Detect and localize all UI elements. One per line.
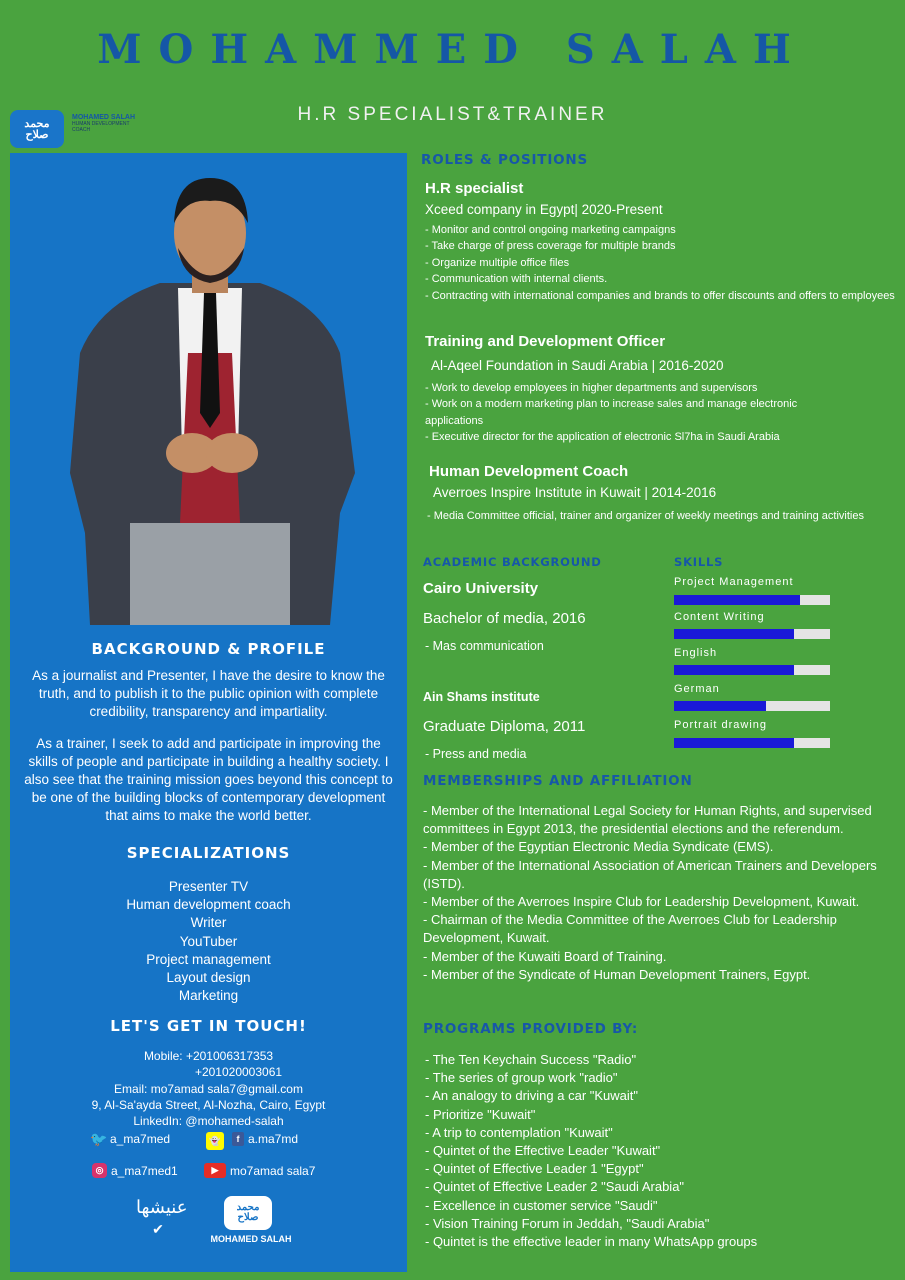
job-company: Al-Aqeel Foundation in Saudi Arabia | 2016-2020 (431, 358, 724, 373)
skill-label: German (674, 683, 720, 695)
social-twitter[interactable]: 🐦 a_ma7med (90, 1131, 171, 1147)
skill-bar (674, 665, 830, 675)
list-item: - Quintet of Effective Leader 2 "Saudi Arabia" (425, 1179, 685, 1195)
list-item: - Work on a modern marketing plan to increase sales and manage electronic applications (425, 398, 798, 427)
programs-heading: PROGRAMS PROVIDED BY: (423, 1021, 639, 1037)
instagram-icon: ◎ (92, 1163, 107, 1178)
skill-bar-fill (674, 701, 766, 711)
skill-bar (674, 738, 830, 748)
list-item: - Media Committee official, trainer and organizer of weekly meetings and training activities (427, 510, 864, 522)
list-item: - Member of the Kuwaiti Board of Training. (423, 948, 667, 964)
list-item: - Communication with internal clients. (425, 273, 608, 286)
roles-heading: ROLES & POSITIONS (421, 152, 589, 168)
list-item: - Member of the Egyptian Electronic Media Syndicate (EMS). (423, 839, 774, 855)
skill-label: English (674, 647, 718, 659)
resume-name: MOHAMMED SALAH (97, 26, 808, 73)
list-item: YouTuber (179, 933, 238, 949)
list-item: Human development coach (126, 897, 291, 913)
list-item: - A trip to contemplation "Kuwait" (425, 1124, 613, 1140)
list-item: - Organize multiple office files (425, 256, 570, 269)
background-paragraph-1: As a journalist and Presenter, I have the desire to know the truth, and to publish it to the public opinion with complete credibility, transparency and impartiality. (32, 668, 385, 719)
skill-bar (674, 701, 830, 711)
specializations-list (10, 878, 407, 1005)
job-title: Human Development Coach (429, 463, 629, 480)
list-item: Presenter TV (168, 879, 249, 894)
job-company: Averroes Inspire Institute in Kuwait | 2014-2016 (433, 485, 717, 500)
skill-bar-fill (674, 665, 794, 675)
social-youtube[interactable]: ▶ mo7amad sala7 (204, 1163, 315, 1178)
degree: Graduate Diploma, 2011 (423, 718, 586, 735)
memberships-heading: MEMBERSHIPS AND AFFILIATION (423, 773, 693, 789)
job-bullets (427, 508, 867, 524)
list-item: - Excellence in customer service "Saudi" (425, 1197, 658, 1213)
list-item: - Contracting with international companies and brands to offer discounts and offers to employees (425, 289, 895, 302)
social-facebook[interactable]: f a.ma7md (232, 1132, 298, 1146)
facebook-icon: f (232, 1132, 244, 1146)
social-instagram[interactable]: ◎ a_ma7med1 (92, 1163, 178, 1178)
list-item: - Member of the Averroes Inspire Club for Leadership Development, Kuwait. (423, 894, 860, 910)
skill-label: Content Writing (674, 611, 765, 623)
arabic-logo: عنيشها ✔ (136, 1196, 180, 1244)
list-item: - Monitor and control ongoing marketing campaigns (425, 224, 676, 236)
job-company: Xceed company in Egypt| 2020-Present (425, 202, 663, 217)
brand-logo-mark: محمد صلاح (10, 110, 64, 148)
list-item: - Quintet is the effective leader in many WhatsApp groups (425, 1234, 758, 1250)
left-panel (10, 153, 407, 1272)
contact-mobile-2[interactable]: +201020003061 (194, 1065, 283, 1079)
degree-note: - Mas communication (425, 639, 544, 653)
skill-label: Project Management (674, 576, 794, 588)
programs-list (425, 1051, 895, 1251)
contact-linkedin[interactable]: LinkedIn: @mohamed-salah (133, 1114, 284, 1128)
list-item: - Work to develop employees in higher departments and supervisors (425, 382, 758, 394)
university-name: Ain Shams institute (423, 690, 540, 704)
job-title: Training and Development Officer (425, 333, 666, 350)
skill-label: Portrait drawing (674, 719, 768, 731)
university-name: Cairo University (423, 580, 539, 597)
youtube-icon: ▶ (204, 1163, 226, 1178)
footer-logo-mark: محمد صلاح (224, 1196, 272, 1230)
list-item: - The series of group work "radio" (425, 1070, 618, 1086)
contact-address: 9, Al-Sa'ayda Street, Al-Nozha, Cairo, Egypt (91, 1098, 326, 1112)
list-item: - The Ten Keychain Success "Radio" (425, 1052, 637, 1067)
brand-logo (10, 110, 160, 150)
list-item: - Executive director for the application of electronic Sl7ha in Saudi Arabia (425, 431, 780, 444)
list-item: Marketing (178, 988, 239, 1004)
background-heading: BACKGROUND & PROFILE (91, 640, 326, 658)
list-item: - Take charge of press coverage for multiple brands (425, 240, 676, 253)
list-item: Project management (146, 951, 271, 967)
skill-bar-fill (674, 629, 794, 639)
resume-subtitle: H.R SPECIALIST&TRAINER (297, 104, 608, 125)
job-bullets (425, 380, 855, 446)
list-item: - Prioritize "Kuwait" (425, 1106, 536, 1122)
degree-note: - Press and media (425, 747, 527, 761)
brand-logo-text: MOHAMED SALAH HUMAN DEVELOPMENT COACH (72, 114, 135, 133)
contact-email[interactable]: Email: mo7amad sala7@gmail.com (114, 1082, 303, 1096)
list-item: Layout design (166, 970, 251, 986)
academic-heading: ACADEMIC BACKGROUND (423, 555, 602, 569)
list-item: - Quintet of Effective Leader 1 "Egypt" (425, 1161, 644, 1177)
degree: Bachelor of media, 2016 (423, 610, 586, 627)
person-portrait-icon (10, 153, 407, 625)
list-item: - An analogy to driving a car "Kuwait" (425, 1088, 639, 1104)
contact-heading: LET'S GET IN TOUCH! (110, 1017, 307, 1035)
skills-heading: SKILLS (674, 555, 724, 569)
snapchat-link[interactable] (206, 1132, 224, 1150)
job-title: H.R specialist (425, 180, 524, 197)
twitter-icon: 🐦 (90, 1131, 108, 1147)
list-item: - Vision Training Forum in Jeddah, "Saudi Arabia" (425, 1215, 710, 1231)
memberships-list (423, 802, 893, 984)
skill-bar-fill (674, 595, 800, 605)
check-icon: ✔ (152, 1221, 164, 1237)
list-item: - Member of the International Legal Society for Human Rights, and supervised committees in Egypt 2013, the presidential elections and the referendum. (423, 803, 872, 837)
list-item: - Member of the International Association of American Trainers and Developers (ISTD). (423, 857, 877, 891)
skill-bar (674, 595, 830, 605)
specializations-heading: SPECIALIZATIONS (126, 844, 291, 862)
list-item: - Quintet of the Effective Leader "Kuwait" (425, 1143, 661, 1159)
profile-photo (10, 153, 407, 625)
list-item: Writer (190, 915, 227, 931)
snapchat-icon: 👻 (206, 1132, 224, 1150)
skill-bar (674, 629, 830, 639)
list-item: - Member of the Syndicate of Human Development Trainers, Egypt. (423, 966, 811, 982)
footer-brand-logo (206, 1196, 296, 1246)
skill-bar-fill (674, 738, 794, 748)
background-paragraph-2: As a trainer, I seek to add and participate in improving the skills of people and participate in building a healthy society. I also see that the training mission goes beyond this concept to be one of the building blocks of contemporary development that aims to make the world better. (24, 736, 393, 823)
contact-mobile[interactable]: Mobile: +201006317353 (143, 1049, 274, 1063)
list-item: - Chairman of the Media Committee of the Averroes Club for Leadership Development, Kuwait. (423, 912, 837, 946)
job-bullets (425, 222, 895, 304)
footer-logo-text: MOHAMED SALAH (210, 1234, 292, 1244)
